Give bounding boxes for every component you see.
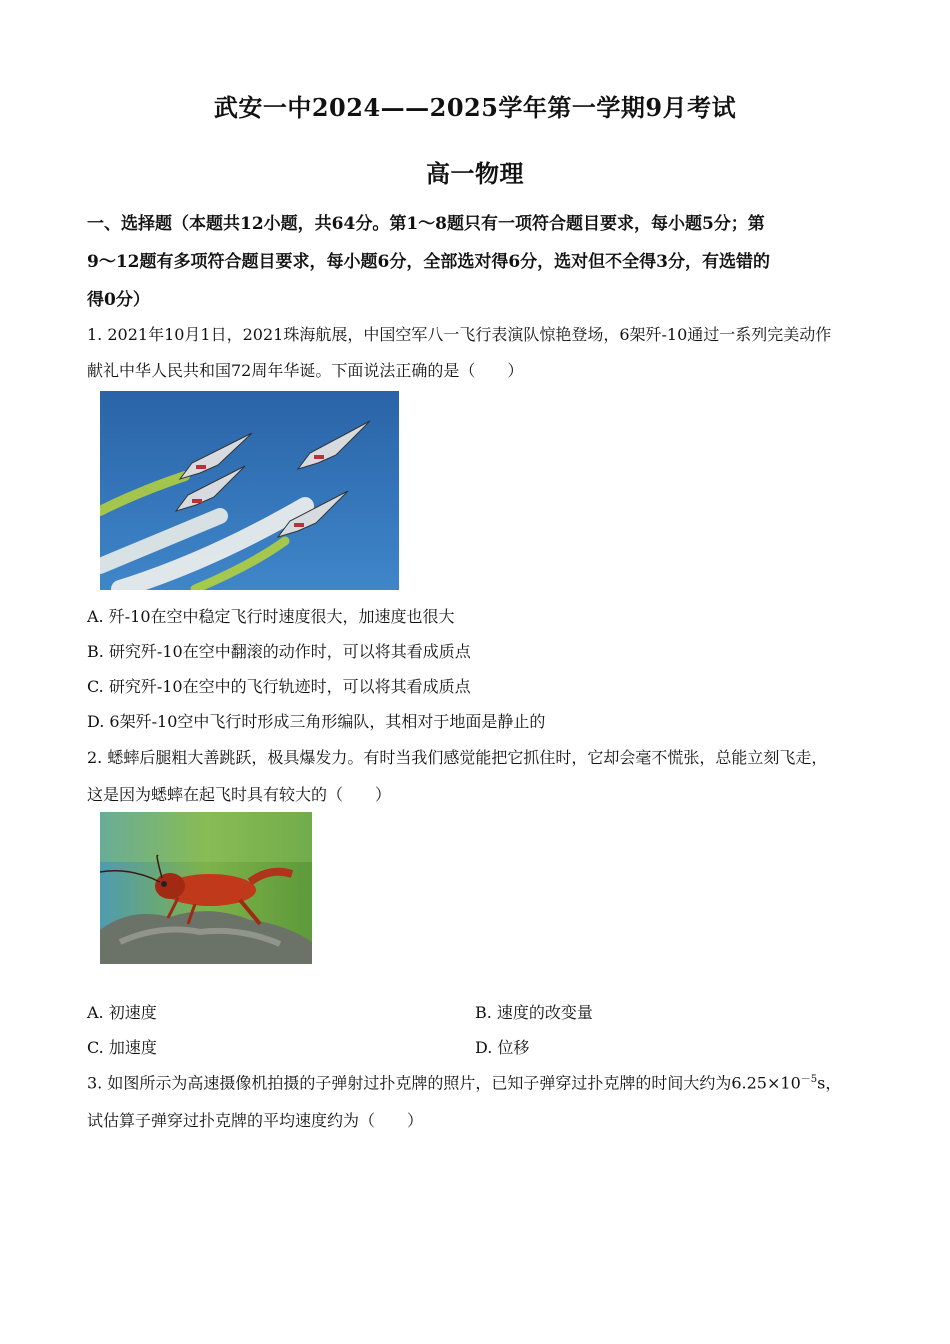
cricket-photo <box>100 812 312 964</box>
q3-stem-line-2: 试估算子弹穿过扑克牌的平均速度约为（ ） <box>87 1111 424 1130</box>
q2-stem-line-1: 2. 蟋蟀后腿粗大善跳跃，极具爆发力。有时当我们感觉能把它抓住时，它却会毫不慌张，总能立刻飞走， <box>87 748 828 767</box>
q1-stem-line-1: 1. 2021年10月1日，2021珠海航展，中国空军八一飞行表演队惊艳登场，6架歼-10通过一系列完美动作 <box>87 325 832 344</box>
q3-exponent: －5 <box>800 1074 818 1085</box>
section-heading-line-2: 9～12题有多项符合题目要求，每小题6分，全部选对得6分，选对但不全得3分，有选错的 <box>87 252 770 272</box>
jets-formation-photo <box>100 391 399 590</box>
q1-option-a: A. 歼-10在空中稳定飞行时速度很大，加速度也很大 <box>87 607 455 626</box>
section-heading-line-1: 一、选择题（本题共12小题，共64分。第1～8题只有一项符合题目要求，每小题5分；第 <box>87 214 765 234</box>
q2-option-c: C. 加速度 <box>87 1038 157 1057</box>
q2-option-a: A. 初速度 <box>87 1003 157 1022</box>
q3-stem-text: 3. 如图所示为高速摄像机拍摄的子弹射过扑克牌的照片，已知子弹穿过扑克牌的时间大约为6.25×10 <box>87 1073 801 1093</box>
q2-stem-line-2: 这是因为蟋蟀在起飞时具有较大的（ ） <box>87 785 392 804</box>
q1-option-b: B. 研究歼-10在空中翻滚的动作时，可以将其看成质点 <box>87 642 471 661</box>
q2-option-b: B. 速度的改变量 <box>475 1003 593 1022</box>
section-heading-line-3: 得0分） <box>87 290 150 310</box>
q1-option-d: D. 6架歼-10空中飞行时形成三角形编队，其相对于地面是静止的 <box>87 712 546 731</box>
exam-title: 武安一中2024——2025学年第一学期9月考试 <box>213 93 737 122</box>
q2-option-d: D. 位移 <box>475 1038 530 1057</box>
q3-stem-unit: s， <box>817 1073 842 1093</box>
subject-title: 高一物理 <box>426 159 524 188</box>
q1-stem-line-2: 献礼中华人民共和国72周年华诞。下面说法正确的是（ ） <box>87 361 524 380</box>
q3-stem-line-1 <box>87 1070 867 1093</box>
q1-option-c: C. 研究歼-10在空中的飞行轨迹时，可以将其看成质点 <box>87 677 471 696</box>
